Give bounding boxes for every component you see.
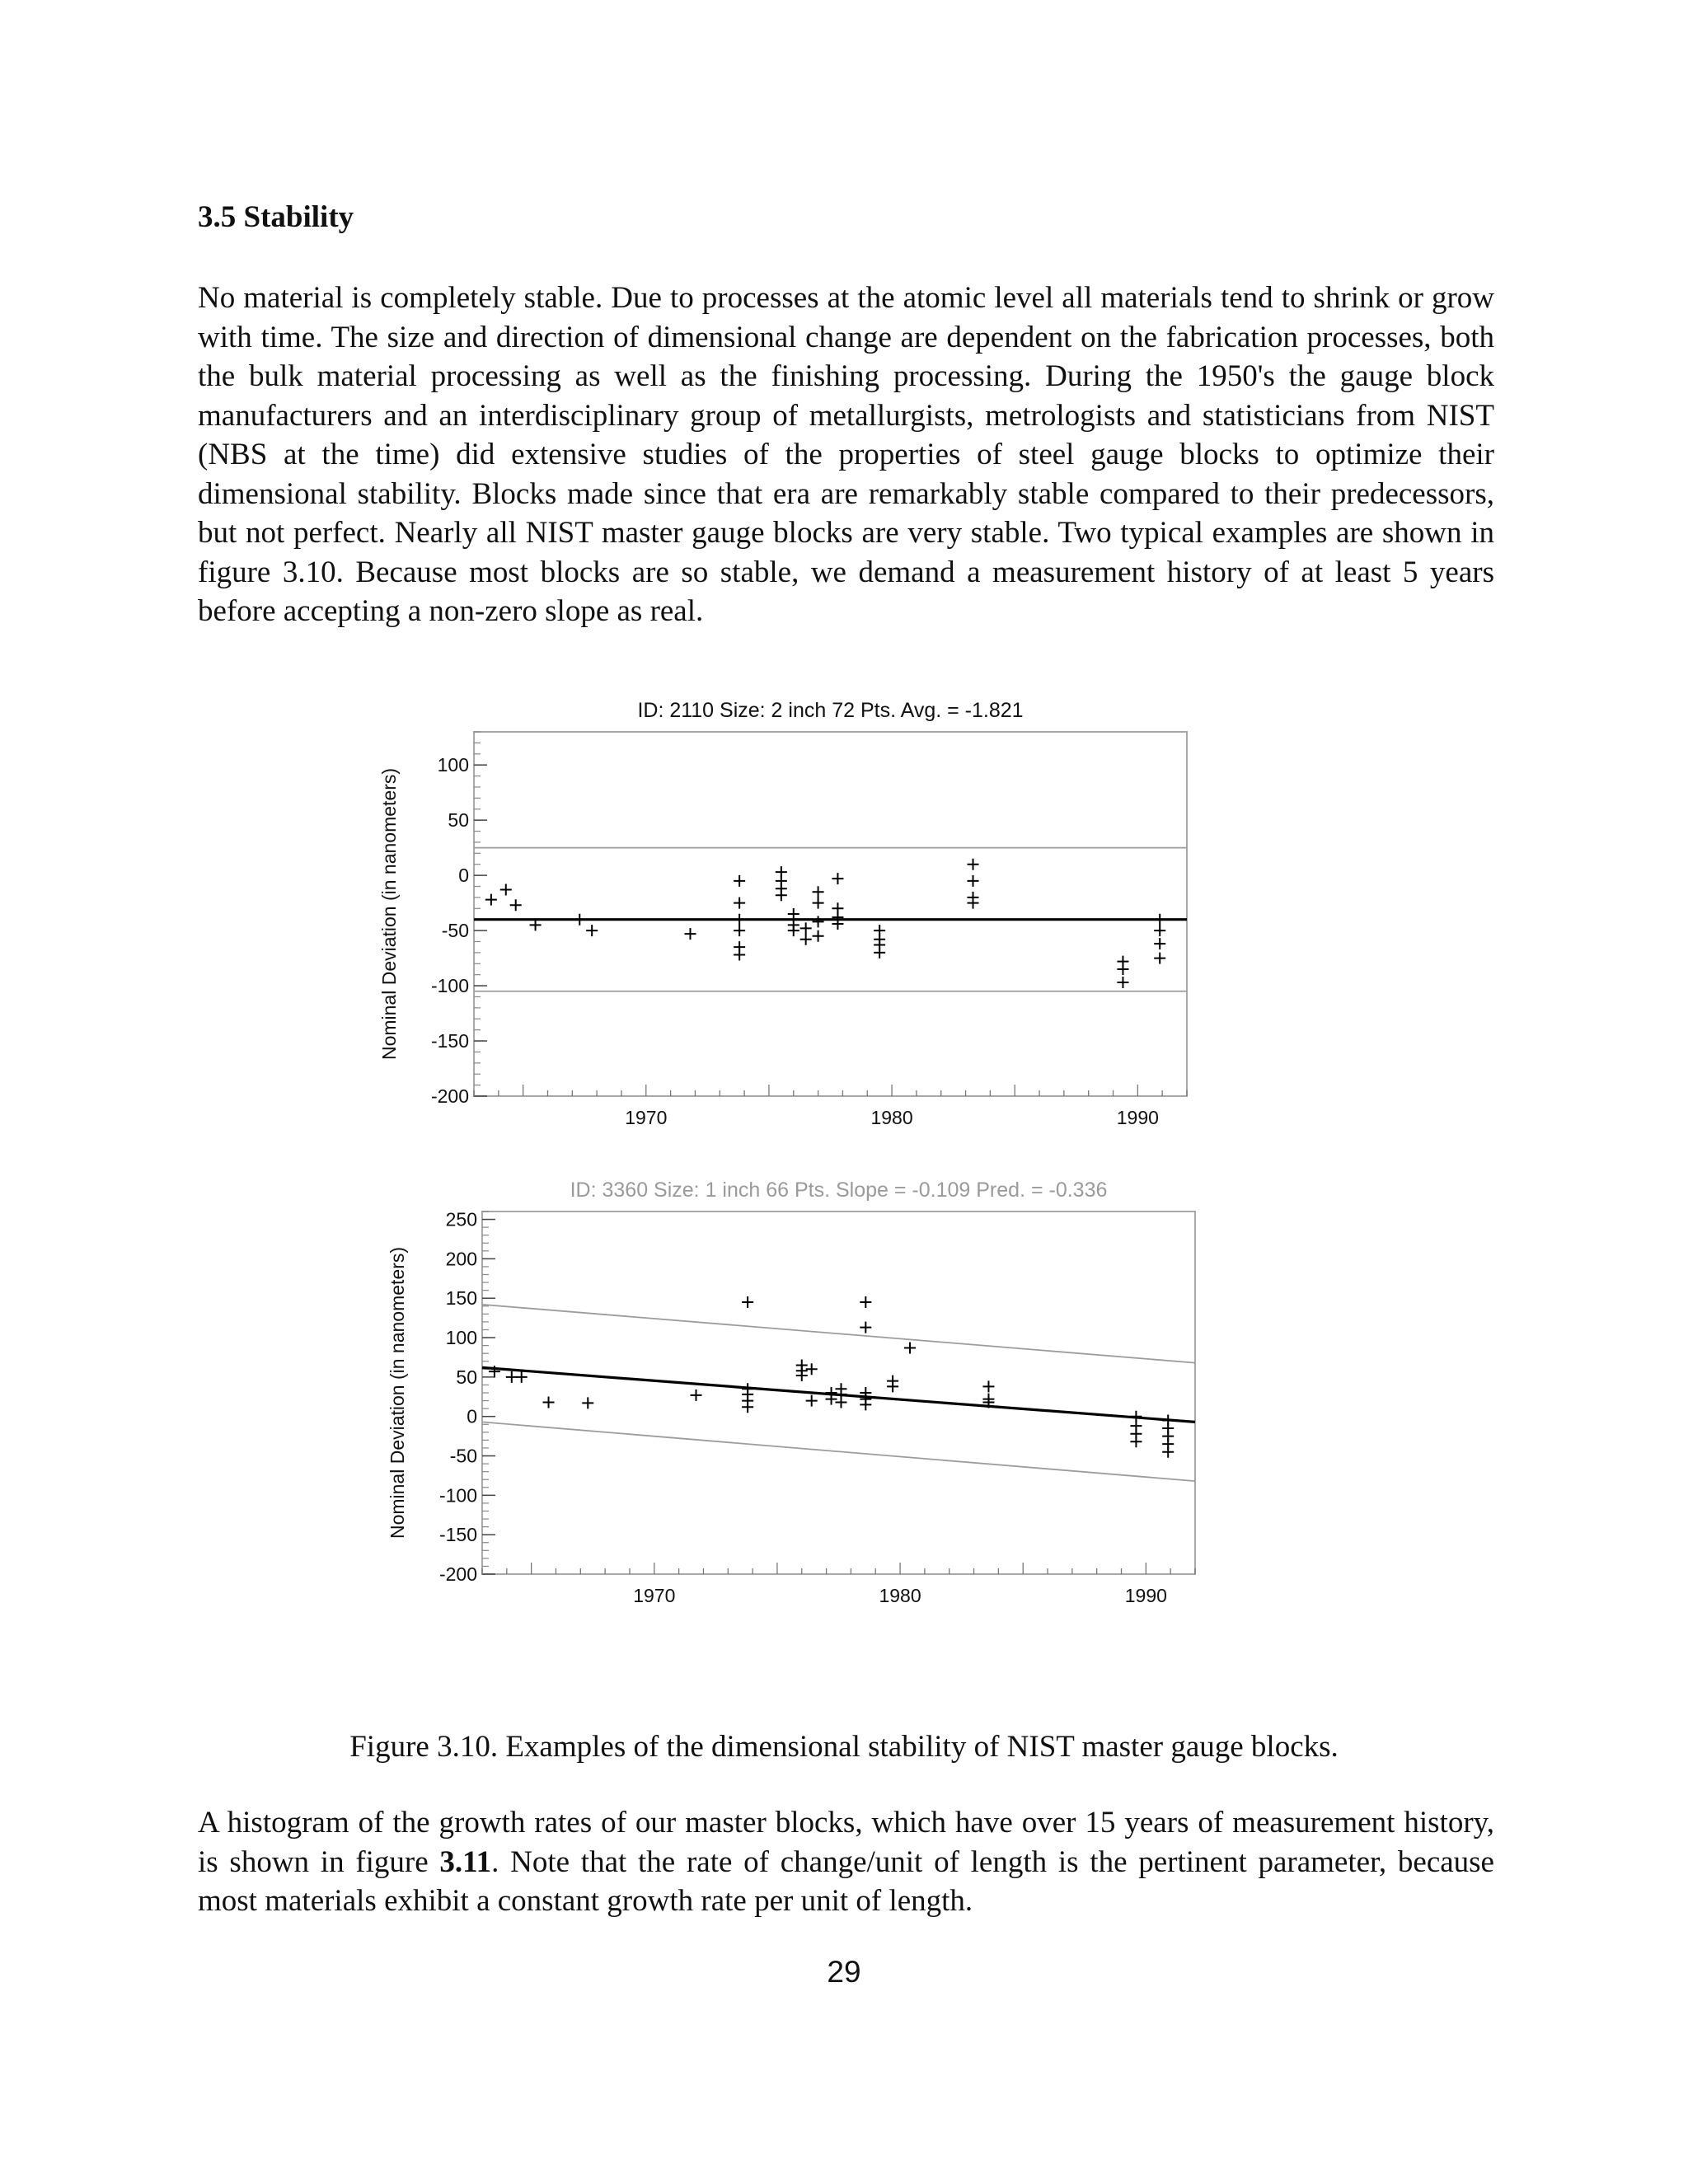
data-point	[586, 925, 598, 936]
data-point	[806, 1363, 818, 1375]
chart-title: ID: 2110 Size: 2 inch 72 Pts. Avg. = -1.821	[637, 699, 1024, 722]
data-point	[510, 899, 522, 911]
y-tick-label: -150	[438, 1524, 477, 1546]
data-point	[832, 873, 843, 884]
data-point	[734, 925, 745, 936]
data-point	[874, 947, 885, 958]
x-tick-label: 1980	[879, 1585, 921, 1606]
y-tick-label: 100	[445, 1327, 477, 1349]
data-point	[1117, 977, 1128, 988]
y-tick-label: 250	[445, 1208, 477, 1230]
data-point	[860, 1399, 871, 1410]
data-point	[734, 914, 745, 926]
paragraph-histogram-text-2: . Note that the rate of change/unit of length is the pertinent parameter, because most materials exhibit a constant growth rate per unit of length.	[198, 1844, 1494, 1918]
y-tick-label: 0	[467, 1405, 477, 1427]
data-point	[968, 898, 979, 909]
stability-chart-2110	[363, 692, 1236, 1162]
y-tick-label: -200	[430, 1085, 469, 1107]
data-point	[684, 928, 696, 940]
x-tick-label: 1990	[1116, 1107, 1159, 1128]
data-point	[543, 1396, 555, 1408]
data-point	[734, 949, 745, 961]
data-point	[516, 1371, 528, 1383]
data-point	[485, 894, 497, 906]
limit-line	[482, 1305, 1195, 1363]
section-heading: 3.5 Stability	[198, 200, 354, 234]
data-point	[734, 875, 745, 887]
figure-reference: 3.11	[439, 1844, 492, 1879]
data-point	[1154, 914, 1165, 926]
data-point	[788, 925, 799, 936]
data-point	[1130, 1436, 1142, 1447]
data-point	[968, 875, 979, 887]
y-tick-label: 150	[445, 1287, 477, 1310]
data-point	[1154, 953, 1165, 964]
y-tick-label: 100	[437, 754, 469, 776]
data-point	[776, 889, 787, 901]
data-point	[1162, 1446, 1174, 1458]
stability-chart-3360	[363, 1179, 1236, 1615]
data-point	[982, 1380, 994, 1392]
paragraph-histogram	[198, 1803, 1494, 1921]
y-tick-label: 50	[456, 1366, 477, 1388]
y-axis-label: Nominal Deviation (in nanometers)	[378, 767, 400, 1061]
data-point	[968, 859, 979, 870]
x-tick-label: 1970	[633, 1585, 676, 1606]
x-tick-label: 1980	[870, 1107, 913, 1128]
data-point	[742, 1401, 753, 1413]
plot-frame	[482, 1212, 1195, 1574]
limit-line	[482, 1422, 1195, 1481]
figure-caption: Figure 3.10. Examples of the dimensional stability of NIST master gauge blocks.	[349, 1730, 1339, 1764]
y-tick-label: -200	[438, 1563, 477, 1585]
y-tick-label: 200	[445, 1248, 477, 1270]
chart-svg-2110	[363, 692, 1236, 1162]
data-point	[1154, 938, 1165, 949]
data-point	[506, 1371, 518, 1383]
page-number: 29	[827, 1955, 861, 1989]
paragraph-stability: No material is completely stable. Due to processes at the atomic level all materials tend to shrink or grow with time. The size and direction of dimensional change are dependent on the fabrication processes, both the bulk material processing as well as the finishing processing. During the 1950's the gauge block manufacturers and an interdisciplinary group of metallurgists, metrologists and statisticians from NIST (NBS at the time) did extensive studies of the properties of steel gauge blocks to optimize their dimensional stability. Blocks made since that era are remarkably stable compared to their predecessors, but not perfect. Nearly all NIST master gauge blocks are very stable. Two typical examples are shown in figure 3.10. Because most blocks are so stable, we demand a measurement history of at least 5 years before accepting a non-zero slope as real.	[198, 281, 1494, 628]
data-point	[582, 1397, 593, 1408]
data-point	[904, 1342, 916, 1353]
data-point	[860, 1322, 871, 1333]
data-point	[813, 898, 824, 909]
data-point	[800, 934, 812, 945]
x-tick-label: 1990	[1124, 1585, 1167, 1606]
data-point	[734, 898, 745, 909]
data-point	[788, 908, 799, 920]
y-tick-label: -150	[430, 1030, 469, 1052]
y-tick-label: 0	[458, 865, 469, 887]
data-point	[1117, 963, 1128, 975]
paragraph-histogram-text-1: A histogram of the growth rates of our master blocks, which have over 15 years of measurement history, is shown in figure	[198, 1806, 1494, 1879]
data-point	[813, 886, 824, 898]
y-tick-label: -50	[441, 920, 469, 942]
y-tick-label: -100	[438, 1484, 477, 1507]
data-point	[835, 1396, 846, 1408]
x-tick-label: 1970	[625, 1107, 668, 1128]
data-point	[530, 919, 542, 930]
data-point	[806, 1395, 818, 1407]
y-tick-label: 50	[448, 809, 469, 832]
plot-frame	[474, 732, 1187, 1096]
y-axis-label: Nominal Deviation (in nanometers)	[387, 1246, 408, 1540]
chart-svg-3360	[363, 1179, 1236, 1615]
data-point	[574, 914, 585, 926]
data-point	[1154, 925, 1165, 936]
data-point	[691, 1390, 702, 1401]
data-point	[800, 922, 812, 934]
data-point	[500, 884, 512, 896]
chart-title: ID: 3360 Size: 1 inch 66 Pts. Slope = -0.109 Pred. = -0.336	[570, 1179, 1108, 1202]
y-tick-label: -50	[449, 1445, 477, 1467]
data-point	[887, 1380, 898, 1392]
data-point	[742, 1296, 753, 1308]
data-point	[813, 916, 824, 927]
data-point	[860, 1296, 871, 1308]
data-point	[813, 930, 824, 942]
y-tick-label: -100	[430, 975, 469, 997]
